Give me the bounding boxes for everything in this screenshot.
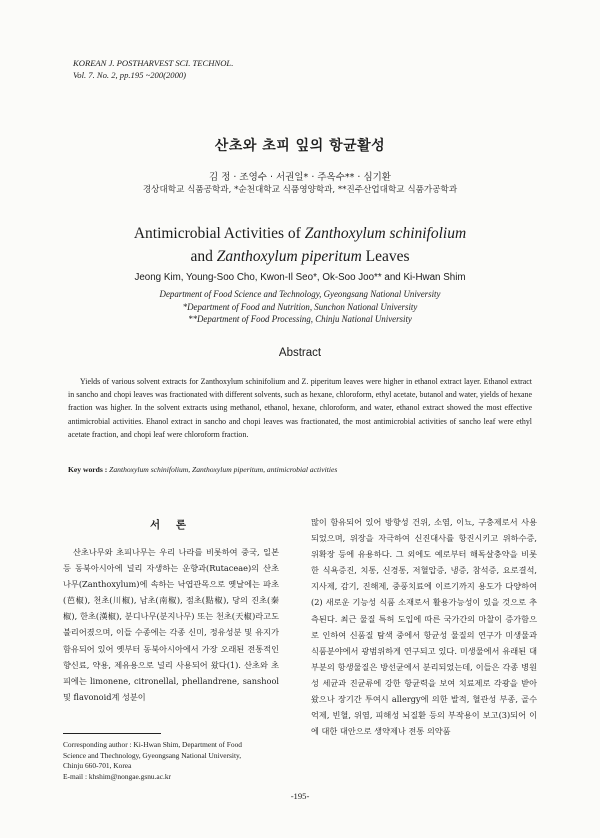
footnote-email: E-mail : khshim@nongae.gsnu.ac.kr — [63, 771, 171, 781]
footnote-line-2: Science and Thechnology, Gyeongsang National University, — [63, 750, 242, 760]
korean-authors: 김 정 · 조영수 · 서권일* · 주옥수** · 심기환 — [209, 172, 391, 183]
english-affiliations — [0, 288, 600, 326]
abstract-heading: Abstract — [278, 347, 322, 359]
keywords — [68, 465, 538, 474]
korean-affiliations: 경상대학교 식품공학과, *순천대학교 식품영양학과, **진주산업대학교 식품가공학과 — [142, 185, 458, 195]
title-part-1: Antimicrobial Activities of — [133, 225, 305, 242]
corresponding-author-footnote — [63, 740, 281, 782]
footnote-line-3: Chinju 660-701, Korea — [63, 761, 132, 771]
english-authors: Jeong Kim, Young-Soo Cho, Kwon-Il Seo*, Ok-Soo Joo** and Ki-Hwan Shim — [134, 272, 466, 283]
abstract-body: Yields of various solvent extracts for Zanthoxylum schinifolium and Z. piperitum leaves were higher in ethanol extract layer. Ethanol extract in sancho and chopi leaves was fractionated with different solvents, such as hexane, chloroform, ethyl acetate, butanol and water, yields of hexane fraction was higher. In the solvent extracts using methanol, ethanol, hexane, chloroform, and water, ethanol extract showed the most effective antimicrobial activities. Ehanol extract in sancho and chopi leaves was fractionated, the most antimicrobial activities of sancho leaf were ethyl acetate fraction, and chopi leaf were chloroform fraction. — [68, 377, 532, 439]
korean-title: 산초와 초피 잎의 항균활성 — [214, 138, 386, 154]
affiliation-1: Department of Food Science and Technology, Gyeongsang National University — [159, 289, 441, 299]
journal-header — [73, 57, 233, 81]
body-column-right: 많이 함유되어 있어 방향성 건위, 소염, 이뇨, 구충제로서 사용되었으며, 위장을 자극하여 신진대사를 항진시키고 위하수증, 위확장 등에 유용하다. 그 외에도 예로부터 해독살충약을 비롯한 식욕증진, 치통, 신경통, 저혈압증, 냉증, 참석증, 요로결석, 지사제, 감기, 진해제, 중풍치료에 이르기까지 용도가 다양하여(2) 새로운 기능성 식품 소재로서 활용가능성이 있을 것으로 추측된다. 최근 물질 특허 도입에 따른 국가간의 마찰이 증가함으로 인하여 신품질 탐색 중에서 항균성 물질의 연구가 미생물과 식품분야에서 광범위하게 연구되고 있다. 미생물에서 유래된 대부분의 항생물질은 방선균에서 분리되었는데, 이들은 각종 병원성 세균과 진균류에 강한 항균력을 보여 치료제로 각광을 받아 왔으나 장기간 투여시 allergy에 의한 발적, 혈관성 부종, 골수억제, 빈혈, 위염, 피해성 뇌질환 등의 부작용이 보고(3)되어 이에 대한 대안으로 생약제나 전통 의약품 — [311, 517, 537, 737]
english-title-line-2 — [0, 245, 600, 268]
keywords-label: Key words : — [68, 465, 110, 474]
footnote-divider — [63, 733, 161, 734]
title-species-2: Zanthoxylum piperitum — [216, 248, 362, 265]
journal-name: KOREAN J. POSTHARVEST SCI. TECHNOL. — [73, 58, 234, 68]
journal-volume: Vol. 7. No. 2, pp.195 ~200(2000) — [73, 70, 187, 80]
body-column-left: 산초나무와 초피나무는 우리 나라를 비롯하여 중국, 일본 등 동북아시아에 널리 자생하는 운향과(Rutaceae)의 산초나무(Zanthoxylum)에 속하는 낙엽관목으로 옛날에는 파초(芭椒), 천초(川椒), 남초(南椒), 점초(點椒), 당의 진초(秦椒), 한초(漢椒), 분디나무(분지나무) 또는 천초(天椒)라고도 불리어졌으며, 이들 수종에는 각종 신미, 정유성분 및 유지가 함유되어 있어 옛부터 동북아시아에서 가장 오래된 전통적인 향신료, 약용, 제유용으로 널리 사용되어 왔다(1). 산초와 초피에는 limonene, citronellal, phellandrene, sanshool 및 flavonoid계 성분이 — [63, 547, 279, 702]
introduction-heading: 서 론 — [150, 519, 192, 531]
affiliation-2: *Department of Food and Nutrition, Sunchon National University — [182, 301, 418, 312]
english-title-line-1 — [0, 222, 600, 245]
title-part-2: and — [190, 248, 217, 265]
page-number: -195- — [290, 791, 310, 801]
english-title — [0, 222, 600, 268]
keywords-list: Zanthoxylum schinifolium, Zanthoxylum piperitum, antimicrobial activities — [109, 465, 338, 474]
affiliation-3: **Department of Food Processing, Chinju National University — [188, 314, 412, 324]
footnote-line-1: Corresponding author : Ki-Hwan Shim, Department of Food — [63, 740, 242, 749]
title-part-3: Leaves — [361, 248, 410, 265]
title-species-1: Zanthoxylum schinifolium — [304, 225, 467, 242]
